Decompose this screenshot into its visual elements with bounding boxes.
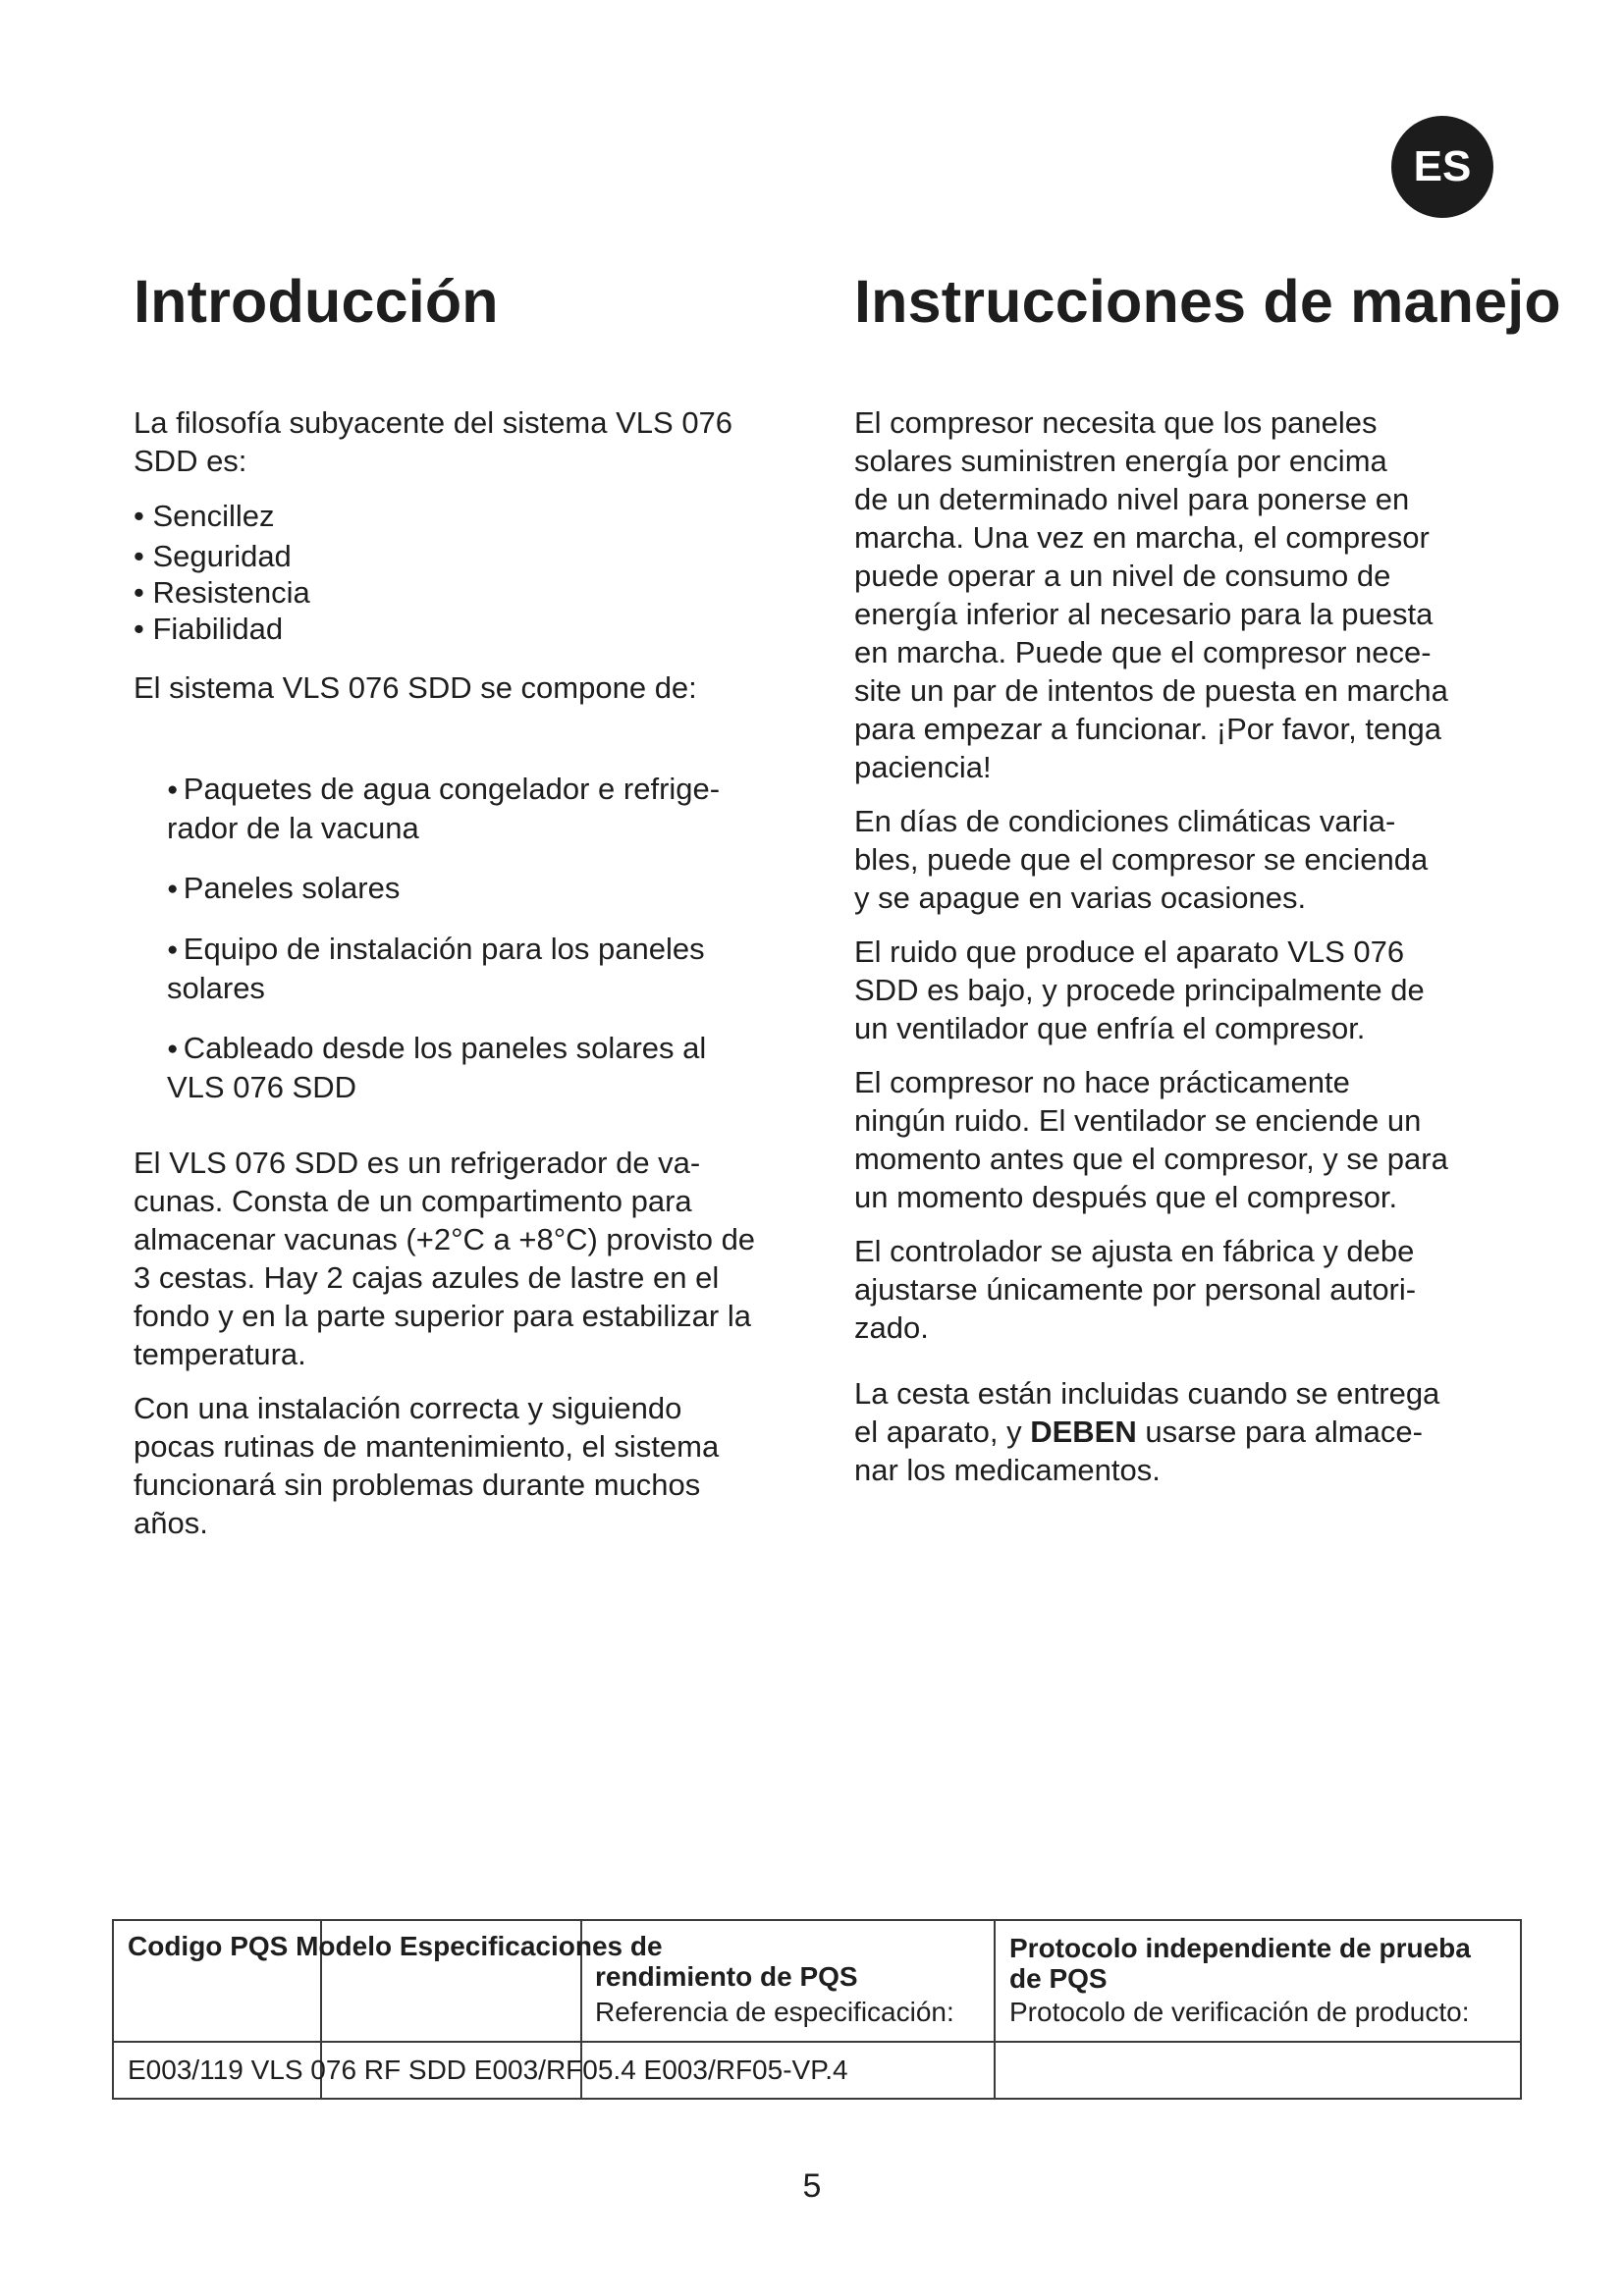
- principles-list: [134, 498, 801, 647]
- table-header-protocol-sub: Protocolo de verificación de producto:: [1009, 1997, 1470, 2027]
- controller-paragraph: El controlador se ajusta en fábrica y debe ajustarse únicamente por personal autori- zado.: [854, 1234, 1417, 1345]
- components-list: [167, 770, 801, 1106]
- table-header-spec: Codigo PQS Modelo Especificaciones de: [128, 1931, 663, 1961]
- table-header-spec-sub: Referencia de especificación:: [595, 1997, 954, 2027]
- table-header-protocol-line2: de PQS: [1009, 1963, 1108, 1994]
- intro-heading: Introducción: [134, 268, 499, 335]
- table-header-protocol: Protocolo independiente de prueba: [1009, 1933, 1471, 1963]
- intro-paragraph: La filosofía subyacente del sistema VLS 076 SDD es:: [134, 405, 733, 478]
- list-item: ● Cableado desde los paneles solares al VLS 076 SDD: [167, 1029, 801, 1106]
- closing-paragraph: Con una instalación correcta y siguiendo pocas rutinas de mantenimiento, el sistema funcionará sin problemas durante muchos años.: [134, 1391, 720, 1540]
- table-divider: [114, 2041, 1520, 2043]
- table-divider: [994, 1921, 996, 2098]
- list-item: • Fiabilidad: [134, 611, 801, 647]
- list-item: ● Equipo de instalación para los paneles solares: [167, 930, 801, 1007]
- noise-paragraph: El ruido que produce el aparato VLS 076 SDD es bajo, y procede principalmente de un ventilador que enfría el compresor.: [854, 934, 1425, 1045]
- table-header-spec-line2: rendimiento de PQS: [595, 1961, 858, 1992]
- startup-paragraph: El compresor necesita que los paneles solares suministren energía por encima de un determinado nivel para ponerse en marcha. Una vez en marcha, el compresor puede operar a un nivel de consumo de energía inferior al necesario para la puesta en marcha. Puede que el compresor nece- site un par de intentos de puesta en marcha para empezar a funcionar. ¡Por favor, tenga paciencia!: [854, 405, 1448, 784]
- instructions-column: [854, 403, 1522, 1489]
- fan-paragraph: El compresor no hace prácticamente ningún ruido. El ventilador se enciende un momento antes que el compresor, y se para un momento después que el compresor.: [854, 1065, 1448, 1214]
- instructions-heading: Instrucciones de manejo: [854, 268, 1561, 335]
- language-badge: ES: [1391, 116, 1493, 218]
- list-item: ● Paneles solares: [167, 869, 801, 908]
- intro-column: [134, 403, 801, 1542]
- list-item: • Sencillez: [134, 498, 801, 534]
- page-number: 5: [802, 2167, 822, 2205]
- list-item: • Seguridad: [134, 538, 801, 574]
- components-intro: El sistema VLS 076 SDD se compone de:: [134, 670, 697, 705]
- description-paragraph: El VLS 076 SDD es un refrigerador de va- cunas. Consta de un compartimento para almacenar vacunas (+2°C a +8°C) provisto de 3 cestas. Hay 2 cajas azules de lastre en el fondo y en la parte superior para estabilizar la temperatura.: [134, 1146, 756, 1371]
- pqs-table: [112, 1919, 1522, 2100]
- table-row: E003/119 VLS 076 RF SDD E003/RF05.4 E003/RF05-VP.4: [128, 2055, 848, 2085]
- weather-paragraph: En días de condiciones climáticas varia- bles, puede que el compresor se encienda y se apague en varias ocasiones.: [854, 804, 1429, 915]
- list-item: • Resistencia: [134, 574, 801, 611]
- list-item: ● Paquetes de agua congelador e refrige- rador de la vacuna: [167, 770, 801, 847]
- basket-paragraph: La cesta están incluidas cuando se entrega el aparato, y DEBEN usarse para almace- nar los medicamentos.: [854, 1376, 1440, 1487]
